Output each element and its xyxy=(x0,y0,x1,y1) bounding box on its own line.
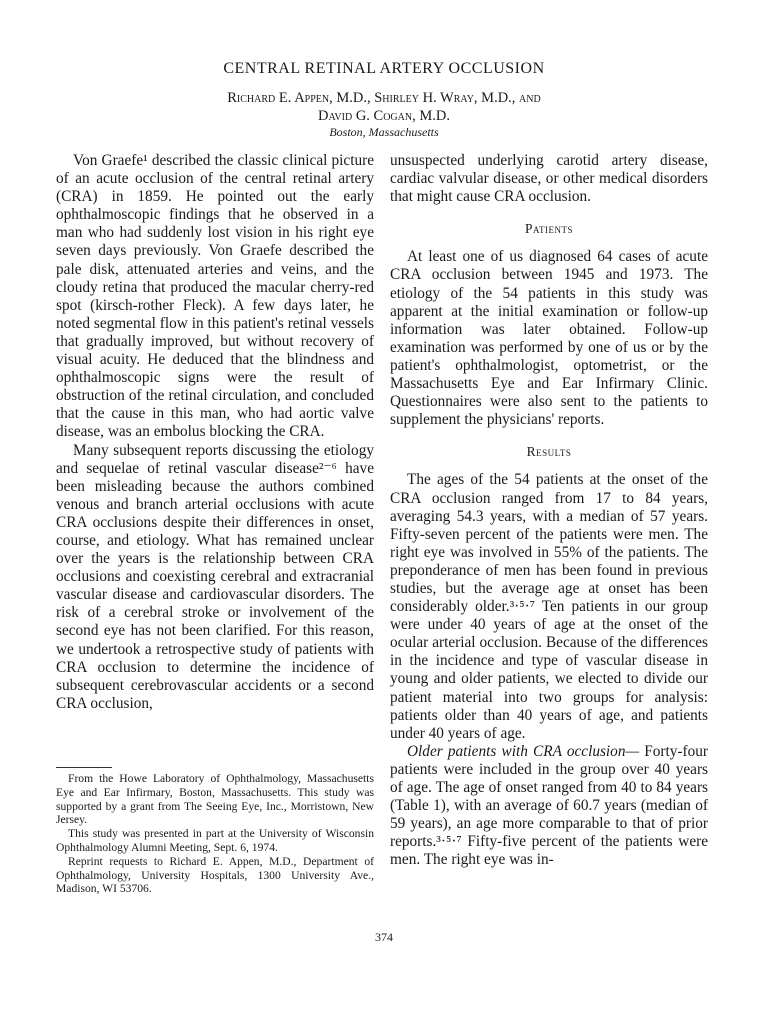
left-column xyxy=(56,152,374,713)
right-column xyxy=(390,152,708,869)
footnotes xyxy=(56,772,374,896)
affiliation: Boston, Massachusetts xyxy=(329,125,439,139)
footnote-affiliation: From the Howe Laboratory of Ophthalmology, Massachusetts Eye and Ear Infirmary, Boston, Massachusetts. This study was supported by a grant from The Seeing Eye, Inc., Morristown, New Jersey. xyxy=(56,772,374,827)
footnote-presentation: This study was presented in part at the University of Wisconsin Ophthalmology Alumni Meeting, Sept. 6, 1974. xyxy=(56,827,374,854)
author-line-2: David G. Cogan, M.D. xyxy=(318,108,450,124)
intro-paragraph-1: Von Graefe¹ described the classic clinical picture of an acute occlusion of the central retinal artery (CRA) in 1859. He pointed out the early ophthalmoscopic findings that he observed in a man who had suddenly lost vision in his right eye seven days previously. Von Graefe described the pale disk, attenuated arteries and veins, and the cloudy retina that produced the macular cherry-red spot (kirsch-rother Fleck). A few days later, he noted segmental flow in this patient's retinal vessels that gradually improved, but without recovery of visual acuity. He deduced that the blindness and ophthalmoscopic signs were the result of obstruction of the retinal circulation, and concluded that the cause in this man, who had aortic valve disease, was an embolus blocking the CRA. xyxy=(56,152,374,441)
page-number: 374 xyxy=(375,930,393,944)
older-patients-text: Forty-four patients were included in the group over 40 years of age. The age of onset ranged from 40 to 84 years (Table 1), with an average of 60.7 years (median of 59 years), an age more comparable to that of prior reports.³·⁵·⁷ Fifty-five percent of the patients were men. The right eye was in- xyxy=(390,742,708,869)
patients-paragraph: At least one of us diagnosed 64 cases of acute CRA occlusion between 1945 and 1973. The etiology of the 54 patients in this study was apparent at the initial examination or follow-up information was later obtained. Follow-up examination was performed by one of us or by the patient's ophthalmologist, optometrist, or the Massachusetts Eye and Ear Infirmary Clinic. Questionnaires were also sent to the patients to supplement the physicians' reports. xyxy=(390,248,708,429)
older-patients-paragraph xyxy=(390,743,708,870)
continued-paragraph: unsuspected underlying carotid artery disease, cardiac valvular disease, or other medical disorders that might cause CRA occlusion. xyxy=(390,152,708,206)
footnote-rule xyxy=(56,767,112,768)
older-patients-subhead: Older patients with CRA occlusion— xyxy=(407,742,640,760)
heading-results: Results xyxy=(526,444,572,460)
author-list xyxy=(0,89,768,125)
article-title: CENTRAL RETINAL ARTERY OCCLUSION xyxy=(223,60,545,77)
intro-paragraph-2: Many subsequent reports discussing the etiology and sequelae of retinal vascular disease²⁻⁶ have been misleading because the authors combined venous and branch arterial occlusions with acute CRA occlusions despite their differences in onset, course, and etiology. What has remained unclear over the years is the relationship between CRA occlusions and coexisting cerebral and extracranial vascular disease and cardiovascular disorders. The risk of a cerebral stroke or involvement of the second eye has not been clarified. For this reason, we undertook a retrospective study of patients with CRA occlusion to determine the incidence of subsequent cerebrovascular accidents or a second CRA occlusion, xyxy=(56,441,374,712)
author-line-1: Richard E. Appen, M.D., Shirley H. Wray, M.D., and xyxy=(227,90,541,106)
footnote-reprint: Reprint requests to Richard E. Appen, M.D., Department of Ophthalmology, University Hospitals, 1300 University Ave., Madison, WI 53706. xyxy=(56,854,374,896)
heading-patients: Patients xyxy=(524,221,573,237)
results-paragraph: The ages of the 54 patients at the onset of the CRA occlusion ranged from 17 to 84 years, averaging 54.3 years, with a median of 57 years. Fifty-seven percent of the patients were men. The right eye was involved in 55% of the patients. The preponderance of men has been found in previous studies, but the average age at onset has been considerably older.³·⁵·⁷ Ten patients in our group were under 40 years of age at the onset of the ocular arterial occlusion. Because of the differences in the incidence and type of vascular disease in young and older patients, we elected to divide our patient material into two groups for analysis: patients older than 40 years of age, and patients under 40 years of age. xyxy=(390,471,708,742)
